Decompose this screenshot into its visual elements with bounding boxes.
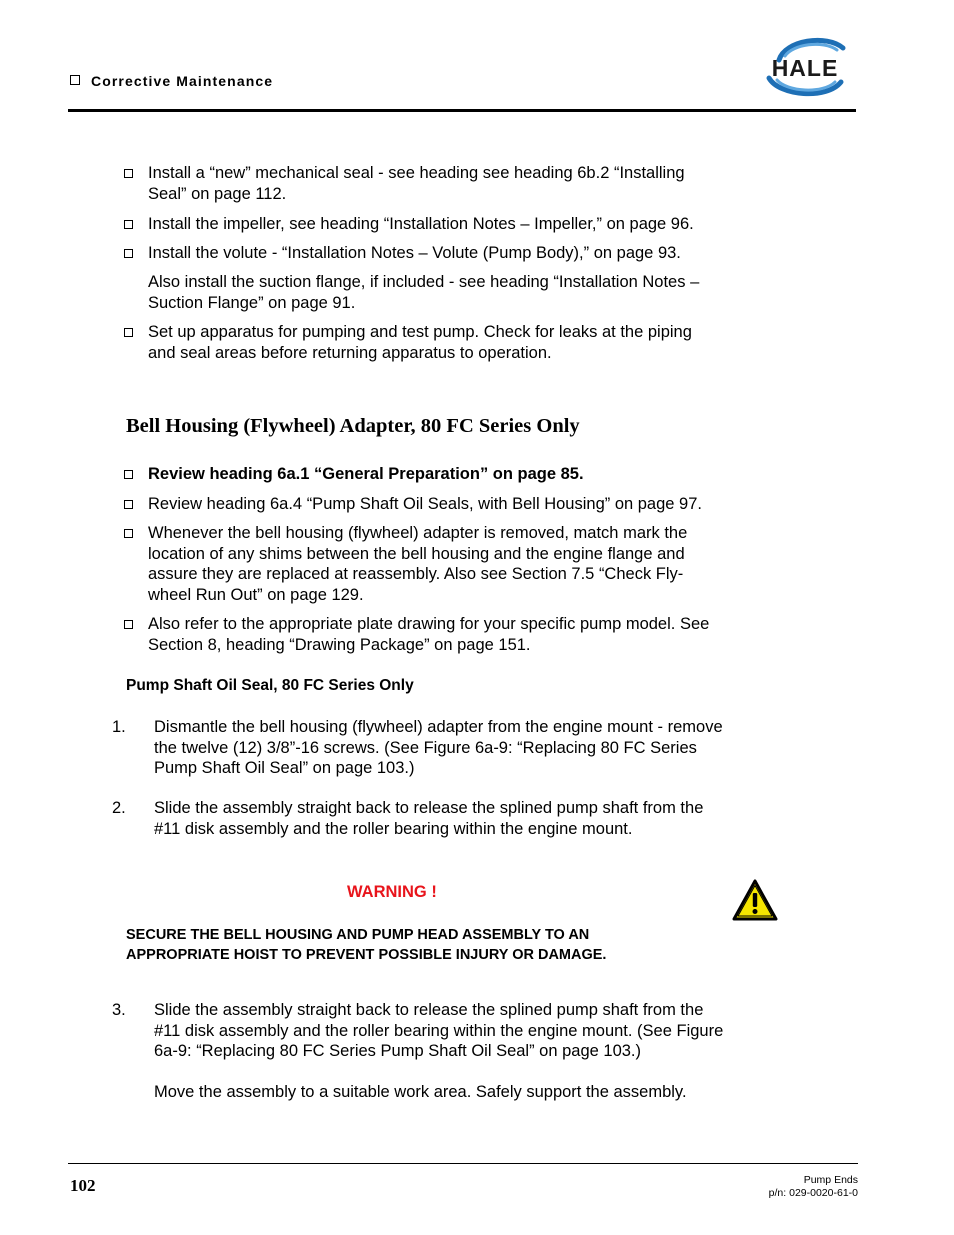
svg-text:HALE: HALE <box>771 55 839 81</box>
footer-part-number: p/n: 029-0020-61-0 <box>768 1187 858 1199</box>
checkbox-bullet-icon <box>124 169 133 178</box>
numbered-step: 1. Dismantle the bell housing (flywheel) adapter from the engine mount - remove the twelve (12) 3/8”-16 screws. (See Figure 6a-9: “Replacing 80 FC Series Pump Shaft Oil Seal” on page 103.) <box>112 718 723 777</box>
warning-text: SECURE THE BELL HOUSING AND PUMP HEAD ASSEMBLY TO AN APPROPRIATE HOIST TO PREVENT POSSIBLE INJURY OR DAMAGE. <box>126 927 607 963</box>
header-rule <box>68 109 856 112</box>
checkbox-bullet-icon <box>124 470 133 479</box>
list-item: Review heading 6a.4 “Pump Shaft Oil Seals, with Bell Housing” on page 97. <box>124 494 734 515</box>
bell-housing-heading: Bell Housing (Flywheel) Adapter, 80 FC Series Only <box>126 415 580 437</box>
warning-title: WARNING ! <box>347 883 437 901</box>
footer-info <box>769 1174 858 1200</box>
header-section-title: Corrective Maintenance <box>70 73 273 89</box>
checkbox-bullet-icon <box>70 75 80 85</box>
list-item: Install a “new” mechanical seal - see heading see heading 6b.2 “Installing Seal” on page 112. <box>124 163 724 204</box>
checkbox-bullet-icon <box>124 620 133 629</box>
page-number: 102 <box>70 1176 96 1195</box>
checkbox-bullet-icon <box>124 328 133 337</box>
warning-triangle-icon <box>731 878 779 922</box>
checkbox-bullet-icon <box>124 249 133 258</box>
list-item: Set up apparatus for pumping and test pump. Check for leaks at the piping and seal areas before returning apparatus to operation. <box>124 322 724 363</box>
suction-note: Also install the suction flange, if included - see heading “Installation Notes – Suction Flange” on page 91. <box>148 273 700 312</box>
footer-doc-title: Pump Ends <box>803 1174 858 1186</box>
oil-seal-heading: Pump Shaft Oil Seal, 80 FC Series Only <box>126 677 414 694</box>
list-item: Install the impeller, see heading “Installation Notes – Impeller,” on page 96. <box>124 214 724 235</box>
footer-rule <box>68 1163 858 1164</box>
checkbox-bullet-icon <box>124 220 133 229</box>
numbered-step: 3. Slide the assembly straight back to release the splined pump shaft from the #11 disk assembly and the roller bearing within the engine mount. (See Figure 6a-9: “Replacing 80 FC Series Pump Shaft Oil Seal” on page 103.) <box>112 1001 724 1060</box>
numbered-step: 2. Slide the assembly straight back to release the splined pump shaft from the #11 disk assembly and the roller bearing within the engine mount. <box>112 799 704 838</box>
checkbox-bullet-icon <box>124 529 133 538</box>
step3-note: Move the assembly to a suitable work area. Safely support the assembly. <box>154 1083 687 1101</box>
list-item: Review heading 6a.1 “General Preparation” on page 85. <box>124 464 724 485</box>
checkbox-bullet-icon <box>124 500 133 509</box>
hale-logo <box>757 34 853 100</box>
list-item: Install the volute - “Installation Notes – Volute (Pump Body),” on page 93. <box>124 243 724 264</box>
list-item: Also refer to the appropriate plate drawing for your specific pump model. See Section 8, heading “Drawing Package” on page 151. <box>124 614 714 655</box>
list-item: Whenever the bell housing (flywheel) adapter is removed, match mark the location of any shims between the bell housing and the engine flange and assure they are replaced at reassembly. Also see Section 7.5 “Check Fly-wheel Run Out” on page 129. <box>124 523 714 605</box>
